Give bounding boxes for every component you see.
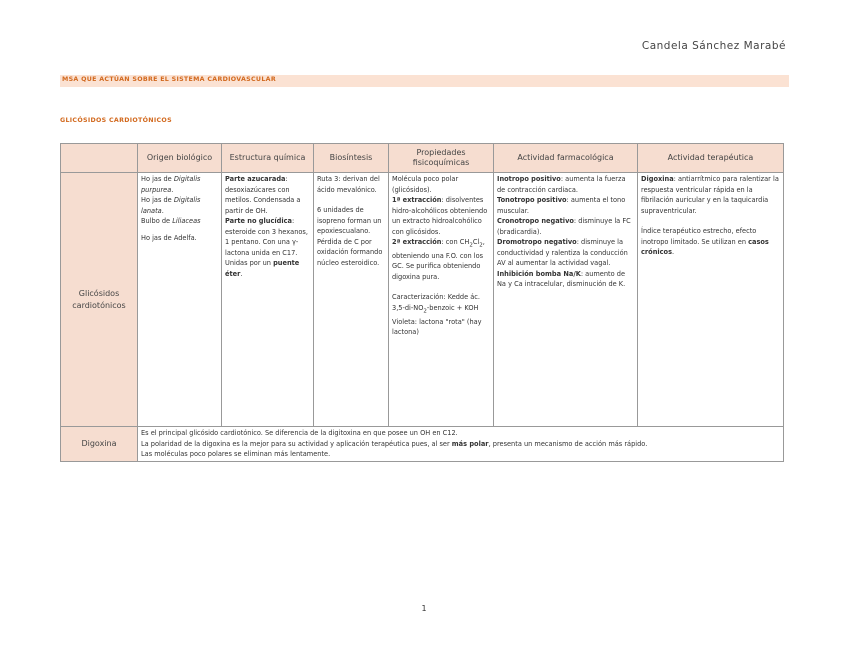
page-number: 1 — [421, 604, 427, 613]
text: . — [240, 269, 243, 278]
text: : aumenta el tono muscular. — [497, 196, 626, 215]
text: . — [171, 185, 174, 194]
text: Ho jas de Adelfa. — [141, 233, 197, 242]
table-row — [61, 173, 784, 427]
table-header-row — [61, 144, 784, 173]
text: Es el principal glicósido cardiotónico. Se diferencia de la digitoxina en que posee un OH en C12. — [141, 429, 458, 437]
text: , obteniendo una F.O. con los GC. Se purifica obteniendo digoxina pura. — [392, 238, 485, 281]
text: La polaridad de la digoxina es la mejor para su actividad y aplicación terapéutica pues, al ser — [141, 439, 452, 448]
cell-origen — [138, 173, 222, 427]
text: Las moléculas poco polares se eliminan más lentamente. — [141, 450, 331, 458]
table-row — [61, 427, 784, 462]
species-name: Digitalis lanata — [141, 196, 201, 215]
species-name: Liliaceas — [172, 217, 201, 225]
bold-term: Tonotropo positivo — [497, 196, 567, 204]
header-actividad-farmacologica: Actividad farmacológica — [494, 144, 638, 173]
bold-term: Inhibición bomba Na/K — [497, 269, 581, 278]
text: Ho jas de — [141, 175, 174, 183]
text: : disminuye la conductividad y ralentiza la conducción AV al aumentar la actividad vagal. — [497, 238, 628, 267]
text: : desoxiazúcares con metilos. Condensada a partir de OH. — [225, 175, 301, 215]
bold-term: Digoxina — [641, 175, 674, 183]
text: Ho jas de — [141, 196, 174, 204]
cell-actividad-terapeutica — [638, 173, 784, 427]
cell-actividad-farmacologica — [494, 173, 638, 427]
bold-term: Dromotropo negativo — [497, 238, 577, 246]
text: Molécula poco polar (glicósidos). — [392, 175, 459, 194]
header-origen: Origen biológico — [138, 144, 222, 173]
text: : aumento de Na y Ca intracelular, disminución de K. — [497, 269, 626, 288]
text: Violeta: lactona "rota" (hay lactona) — [392, 317, 482, 337]
species-name: Digitalis purpurea — [141, 175, 201, 194]
glycosides-table — [60, 143, 784, 462]
row-label-glicosidos: Glicósidos cardiotónicos — [61, 173, 138, 427]
text: : con CH — [441, 238, 470, 246]
text: Índice terapéutico estrecho, efecto inotropo limitado. Se utilizan en — [641, 227, 757, 246]
text: Caracterización: Kedde ác. 3,5-di-NO — [392, 293, 481, 312]
cell-propiedades — [389, 173, 494, 427]
row-label-digoxina: Digoxina — [61, 427, 138, 462]
text: . — [672, 248, 675, 256]
text: Bulbo de — [141, 217, 173, 225]
cell-estructura — [222, 173, 314, 427]
text: : disolventes hidro-alcohólicos obteniendo un extracto hidroalcohólico con glicósidos. — [392, 196, 488, 236]
text: . — [161, 206, 164, 215]
bold-term: 2ª extracción — [392, 238, 442, 246]
text: : disminuye la FC (bradicardia). — [497, 217, 631, 236]
bold-term: más polar — [451, 439, 489, 448]
bold-term: Inotropo positivo — [497, 175, 561, 183]
author-name: Candela Sánchez Marabé — [641, 40, 786, 52]
header-empty — [61, 144, 138, 173]
text: , presenta un mecanismo de acción más rápido. — [488, 439, 648, 448]
header-actividad-terapeutica: Actividad terapéutica — [638, 144, 784, 173]
header-propiedades: Propiedades fisicoquímicas — [389, 144, 494, 173]
subsection-title: GLICÓSIDOS CARDIOTÓNICOS — [60, 117, 172, 124]
subscript: 2 — [469, 242, 473, 249]
bold-term: casos crónicos — [641, 237, 769, 256]
bold-term: Cronotropo negativo — [497, 217, 574, 225]
header-biosintesis: Biosíntesis — [314, 144, 389, 173]
subscript: 2 — [479, 242, 483, 249]
text: : aumenta la fuerza de contracción cardiaca. — [497, 175, 626, 194]
cell-biosintesis — [314, 173, 389, 427]
text: Ruta 3: derivan del ácido mevalónico. — [317, 175, 380, 194]
header-estructura: Estructura química — [222, 144, 314, 173]
cell-digoxina-description — [138, 427, 784, 462]
section-title: MSA QUE ACTÚAN SOBRE EL SISTEMA CARDIOVASCULAR — [62, 76, 276, 83]
bold-term: Parte no glucídica — [225, 217, 292, 225]
text: Cl — [472, 238, 480, 246]
subscript: 2 — [423, 308, 427, 315]
text: : antiarrítmico para ralentizar la respuesta ventricular rápida en la fibrilación auricular y en la taquicardia supraventricular. — [641, 175, 779, 215]
section-header-bar — [60, 75, 789, 87]
bold-term: puente éter — [225, 259, 300, 278]
bold-term: 1ª extracción — [392, 196, 442, 204]
text: -benzoic + KOH — [426, 303, 479, 312]
bold-term: Parte azucarada — [225, 175, 286, 183]
text: : esteroide con 3 hexanos, 1 pentano. Con una γ-lactona unida en C17. Unidas por un — [225, 217, 308, 267]
text: 6 unidades de isopreno forman un epoxiescualano. Pérdida de C por oxidación formando núcleo esteroidico. — [317, 206, 383, 267]
